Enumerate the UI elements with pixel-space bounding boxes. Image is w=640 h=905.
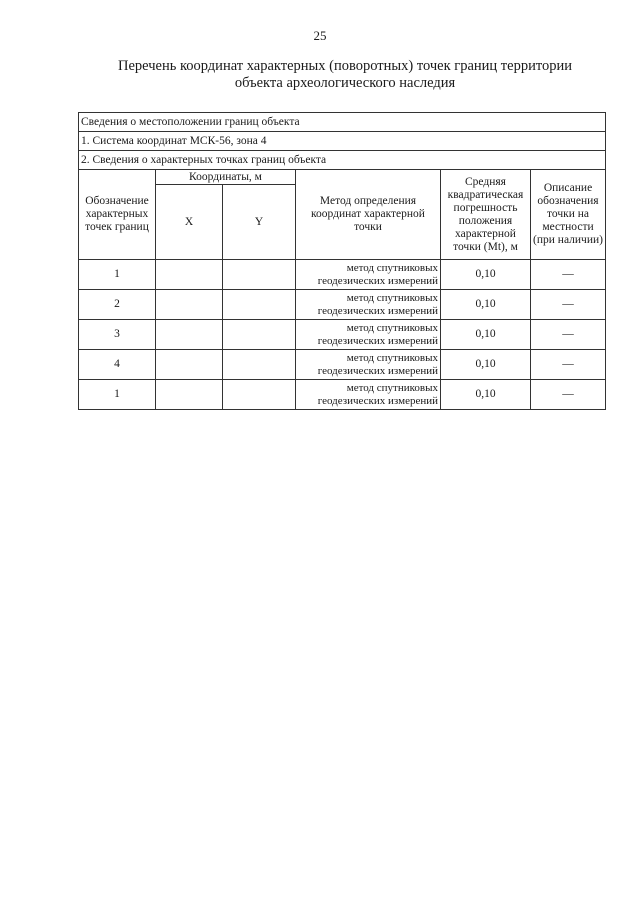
document-title <box>95 58 595 92</box>
coordinate-y <box>223 350 296 380</box>
point-description: — <box>531 290 606 320</box>
header-coordinates: Координаты, м <box>156 170 296 185</box>
coordinate-x <box>156 350 223 380</box>
point-number: 1 <box>79 260 156 290</box>
point-number: 3 <box>79 320 156 350</box>
mean-square-error: 0,10 <box>441 290 531 320</box>
header-method: Метод определения координат характерной точки <box>296 170 441 260</box>
coordinate-x <box>156 320 223 350</box>
coordinate-x <box>156 380 223 410</box>
header-description: Описание обозначения точки на местности (при наличии) <box>531 170 606 260</box>
coordinate-x <box>156 260 223 290</box>
header-y: Y <box>223 185 296 260</box>
point-description: — <box>531 380 606 410</box>
point-number: 4 <box>79 350 156 380</box>
point-description: — <box>531 260 606 290</box>
point-description: — <box>531 320 606 350</box>
point-description: — <box>531 350 606 380</box>
method: метод спутниковых геодезических измерений <box>296 260 441 290</box>
coordinate-y <box>223 380 296 410</box>
method: метод спутниковых геодезических измерений <box>296 380 441 410</box>
method: метод спутниковых геодезических измерений <box>296 290 441 320</box>
section-coordinate-system: 1. Система координат МСК-56, зона 4 <box>79 132 606 151</box>
coordinate-x <box>156 290 223 320</box>
mean-square-error: 0,10 <box>441 320 531 350</box>
mean-square-error: 0,10 <box>441 350 531 380</box>
section-characteristic-points: 2. Сведения о характерных точках границ объекта <box>79 151 606 170</box>
mean-square-error: 0,10 <box>441 260 531 290</box>
coordinate-y <box>223 290 296 320</box>
table-row <box>79 290 606 320</box>
header-x: X <box>156 185 223 260</box>
coordinate-y <box>223 260 296 290</box>
document-title-line-1: Перечень координат характерных (поворотных) точек границ территории <box>117 58 573 74</box>
method: метод спутниковых геодезических измерений <box>296 350 441 380</box>
header-error: Средняя квадратическая погрешность положения характерной точки (Mt), м <box>441 170 531 260</box>
header-designation: Обозначение характерных точек границ <box>79 170 156 260</box>
point-number: 2 <box>79 290 156 320</box>
table-row <box>79 260 606 290</box>
coordinate-y <box>223 320 296 350</box>
page-number: 25 <box>313 28 327 43</box>
method: метод спутниковых геодезических измерений <box>296 320 441 350</box>
mean-square-error: 0,10 <box>441 380 531 410</box>
document-title-line-2: объекта археологического наследия <box>234 75 456 91</box>
section-location-info: Сведения о местоположении границ объекта <box>79 113 606 132</box>
point-number: 1 <box>79 380 156 410</box>
table-row <box>79 350 606 380</box>
table-row <box>79 380 606 410</box>
coordinates-table <box>78 112 606 410</box>
table-row <box>79 320 606 350</box>
